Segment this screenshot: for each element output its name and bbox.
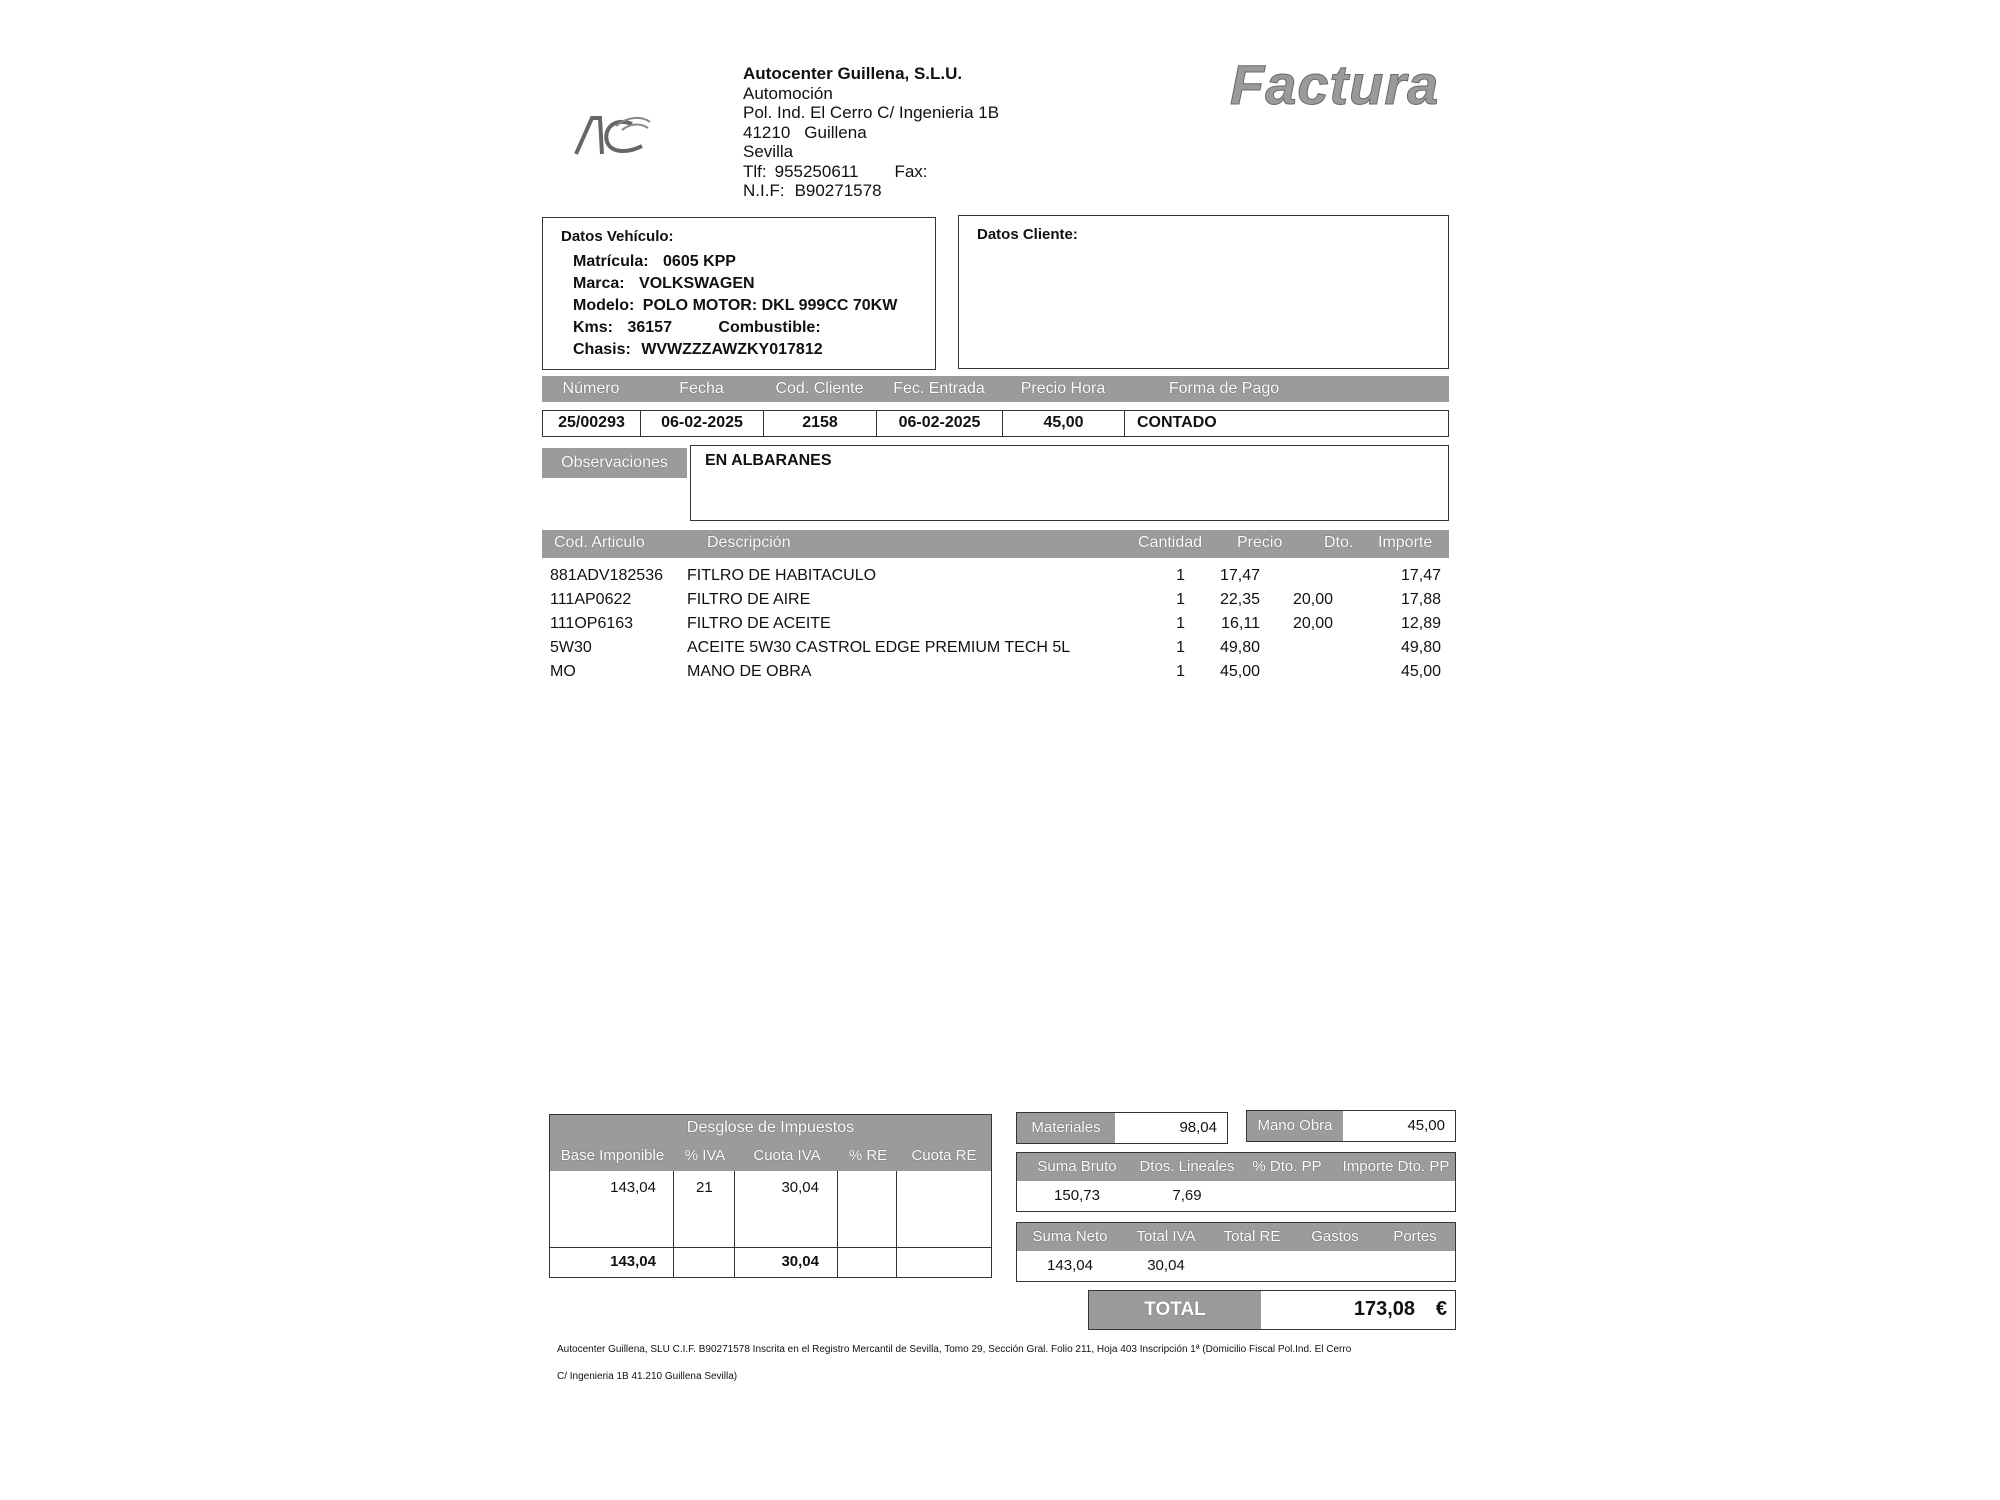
net-col-expenses: Gastos xyxy=(1311,1228,1359,1245)
net-col-iva: Total IVA xyxy=(1136,1228,1196,1245)
vehicle-kms: 36157 xyxy=(627,319,672,336)
item-description: FILTRO DE AIRE xyxy=(687,591,811,608)
header-payment-method: Forma de Pago xyxy=(1168,380,1280,397)
tax-divider xyxy=(734,1171,735,1277)
vehicle-plate-row xyxy=(561,251,917,273)
item-price: 49,80 xyxy=(1219,639,1260,656)
tax-total-base: 143,04 xyxy=(610,1253,656,1270)
observations-label: Observaciones xyxy=(542,448,687,478)
materials-value: 98,04 xyxy=(1179,1119,1217,1136)
gross-columns-header xyxy=(1017,1153,1455,1181)
tax-total-line xyxy=(550,1247,991,1248)
company-info xyxy=(743,64,999,201)
item-amount: 17,47 xyxy=(1400,567,1441,584)
item-quantity: 1 xyxy=(1176,591,1185,608)
gross-values-row xyxy=(1017,1183,1455,1211)
company-address: Pol. Ind. El Cerro C/ Ingenieria 1B xyxy=(743,103,1000,122)
item-description: ACEITE 5W30 CASTROL EDGE PREMIUM TECH 5L xyxy=(687,639,1071,656)
gross-col-pp-amount: Importe Dto. PP xyxy=(1342,1158,1450,1175)
company-nif: B90271578 xyxy=(794,181,882,200)
kms-label: Kms: xyxy=(573,319,614,336)
pp-discount-value xyxy=(1237,1183,1337,1211)
observations-text: EN ALBARANES xyxy=(705,452,832,469)
item-description: FILTRO DE ACEITE xyxy=(687,615,831,632)
entry-date: 06-02-2025 xyxy=(877,411,1003,436)
gross-col-pp-discount: % Dto. PP xyxy=(1252,1158,1322,1175)
company-postal-code: 41210 xyxy=(743,122,791,142)
net-sum-value: 143,04 xyxy=(1047,1257,1093,1274)
items-list xyxy=(550,567,1445,687)
chassis-label: Chasis: xyxy=(573,341,631,358)
item-discount: 20,00 xyxy=(1292,615,1333,632)
company-phone: 955250611 xyxy=(774,161,859,181)
tax-divider xyxy=(837,1171,838,1277)
item-quantity: 1 xyxy=(1176,663,1185,680)
vehicle-brand: VOLKSWAGEN xyxy=(639,275,755,292)
list-item xyxy=(550,567,1445,591)
item-quantity: 1 xyxy=(1176,567,1185,584)
tax-col-re-amount: Cuota RE xyxy=(911,1147,977,1164)
net-sum-box xyxy=(1016,1222,1456,1282)
observations-box xyxy=(690,445,1449,521)
header-client-code: Cod. Cliente xyxy=(775,380,864,397)
document-title: Factura xyxy=(1230,53,1440,116)
list-item xyxy=(550,591,1445,615)
vehicle-model-row xyxy=(561,295,917,317)
header-date: Fecha xyxy=(679,380,724,397)
gross-col-line-discount: Dtos. Lineales xyxy=(1139,1158,1235,1175)
tax-col-re-pct: % RE xyxy=(848,1147,888,1164)
tax-divider xyxy=(673,1171,674,1277)
items-header-bar xyxy=(542,530,1449,558)
gross-col-sum: Suma Bruto xyxy=(1037,1158,1117,1175)
vehicle-chassis-row xyxy=(561,339,917,361)
nif-label: N.I.F: xyxy=(743,181,785,200)
vehicle-chassis: WVWZZZAWZKY017812 xyxy=(641,341,823,358)
footer-line-1: Autocenter Guillena, SLU C.I.F. B90271578 Inscrita en el Registro Mercantil de Sevilla, Tomo 29, Sección Gral. Folio 211, Hoja 403 Inscripción 1ª (Domicilio Fiscal Pol.Ind. El Cerro xyxy=(557,1344,1352,1355)
invoice-date: 06-02-2025 xyxy=(641,411,764,436)
tax-iva-pct: 21 xyxy=(696,1179,713,1196)
item-quantity: 1 xyxy=(1176,615,1185,632)
item-discount: 20,00 xyxy=(1292,591,1333,608)
item-amount: 49,80 xyxy=(1400,639,1441,656)
total-box xyxy=(1088,1290,1456,1330)
client-section-label: Datos Cliente: xyxy=(977,226,1078,243)
payment-method: CONTADO xyxy=(1137,414,1217,431)
list-item xyxy=(550,615,1445,639)
currency-symbol: € xyxy=(1435,1298,1447,1320)
item-price: 16,11 xyxy=(1221,615,1260,632)
tax-total-iva: 30,04 xyxy=(781,1253,819,1270)
header-discount: Dto. xyxy=(1324,534,1354,551)
labor-box xyxy=(1246,1110,1456,1142)
company-name: Autocenter Guillena, S.L.U. xyxy=(743,64,963,83)
item-amount: 17,88 xyxy=(1400,591,1441,608)
gross-sum-box xyxy=(1016,1152,1456,1212)
header-amount: Importe xyxy=(1378,534,1433,551)
company-city-row xyxy=(743,123,999,143)
tax-breakdown-box xyxy=(549,1114,992,1278)
model-label: Modelo: xyxy=(573,297,635,314)
line-discount-value: 7,69 xyxy=(1172,1187,1202,1204)
client-data-box xyxy=(958,215,1449,369)
vehicle-section-label: Datos Vehículo: xyxy=(561,228,674,245)
item-price: 17,47 xyxy=(1219,567,1260,584)
header-hour-price: Precio Hora xyxy=(1020,380,1106,397)
vehicle-model: POLO MOTOR: DKL 999CC 70KW xyxy=(642,297,898,314)
tax-col-base: Base Imponible xyxy=(560,1147,665,1164)
total-label: TOTAL xyxy=(1089,1291,1261,1329)
materials-label: Materiales xyxy=(1017,1113,1115,1143)
tax-iva-amount: 30,04 xyxy=(781,1179,819,1196)
shipping-value xyxy=(1375,1253,1455,1281)
item-code: MO xyxy=(550,663,576,680)
net-col-shipping: Portes xyxy=(1393,1228,1437,1245)
company-nif-row xyxy=(743,181,999,201)
plate-label: Matrícula: xyxy=(573,253,649,270)
invoice-number: 25/00293 xyxy=(543,411,641,436)
company-logo xyxy=(572,112,652,158)
company-province: Sevilla xyxy=(743,142,794,161)
item-quantity: 1 xyxy=(1176,639,1185,656)
tax-col-iva-amount: Cuota IVA xyxy=(753,1147,821,1164)
tax-columns-header xyxy=(550,1141,991,1171)
invoice-header-bar xyxy=(542,376,1449,402)
total-value: 173,08 xyxy=(1353,1298,1415,1320)
vehicle-data-box xyxy=(542,217,936,370)
item-amount: 45,00 xyxy=(1400,663,1441,680)
header-quantity: Cantidad xyxy=(1138,534,1203,551)
materials-box xyxy=(1016,1112,1228,1144)
labor-label: Mano Obra xyxy=(1247,1111,1343,1141)
total-re-value xyxy=(1209,1253,1295,1281)
item-description: FITLRO DE HABITACULO xyxy=(687,567,877,584)
vehicle-plate: 0605 KPP xyxy=(663,253,736,270)
item-code: 5W30 xyxy=(550,639,592,656)
tax-title: Desglose de Impuestos xyxy=(550,1115,991,1141)
header-price: Precio xyxy=(1237,534,1283,551)
expenses-value xyxy=(1295,1253,1375,1281)
hour-price: 45,00 xyxy=(1003,411,1125,436)
net-col-sum: Suma Neto xyxy=(1032,1228,1108,1245)
vehicle-kms-row xyxy=(561,317,917,339)
legal-footer xyxy=(557,1336,1427,1390)
item-amount: 12,89 xyxy=(1400,615,1441,632)
list-item xyxy=(550,639,1445,663)
pp-amount-value xyxy=(1337,1183,1455,1211)
gross-sum-value: 150,73 xyxy=(1054,1187,1100,1204)
item-code: 111AP0622 xyxy=(550,591,632,608)
list-item xyxy=(550,663,1445,687)
company-phone-row xyxy=(743,162,999,182)
vehicle-brand-row xyxy=(561,273,917,295)
net-values-row xyxy=(1017,1253,1455,1281)
header-description: Descripción xyxy=(707,534,791,551)
item-price: 22,35 xyxy=(1219,591,1260,608)
net-columns-header xyxy=(1017,1223,1455,1251)
item-price: 45,00 xyxy=(1219,663,1260,680)
header-number: Número xyxy=(562,380,620,397)
client-code: 2158 xyxy=(764,411,877,436)
fax-label: Fax: xyxy=(894,161,928,181)
brand-label: Marca: xyxy=(573,275,625,292)
total-iva-value: 30,04 xyxy=(1147,1257,1185,1274)
phone-label: Tlf: xyxy=(743,161,767,181)
tax-col-iva-pct: % IVA xyxy=(684,1147,726,1164)
labor-value: 45,00 xyxy=(1407,1117,1445,1134)
fuel-label: Combustible: xyxy=(718,319,821,336)
item-code: 881ADV182536 xyxy=(550,567,663,584)
item-code: 111OP6163 xyxy=(550,615,634,632)
total-value-cell xyxy=(1261,1291,1455,1329)
item-description: MANO DE OBRA xyxy=(687,663,812,680)
invoice-header-values xyxy=(542,410,1449,437)
company-activity: Automoción xyxy=(743,83,833,103)
tax-base: 143,04 xyxy=(610,1179,656,1196)
net-col-re: Total RE xyxy=(1223,1228,1281,1245)
header-article-code: Cod. Articulo xyxy=(554,534,645,551)
tax-divider xyxy=(896,1171,897,1277)
company-city: Guillena xyxy=(804,122,867,142)
footer-line-2: C/ Ingenieria 1B 41.210 Guillena Sevilla) xyxy=(557,1371,738,1382)
header-entry-date: Fec. Entrada xyxy=(893,380,985,397)
